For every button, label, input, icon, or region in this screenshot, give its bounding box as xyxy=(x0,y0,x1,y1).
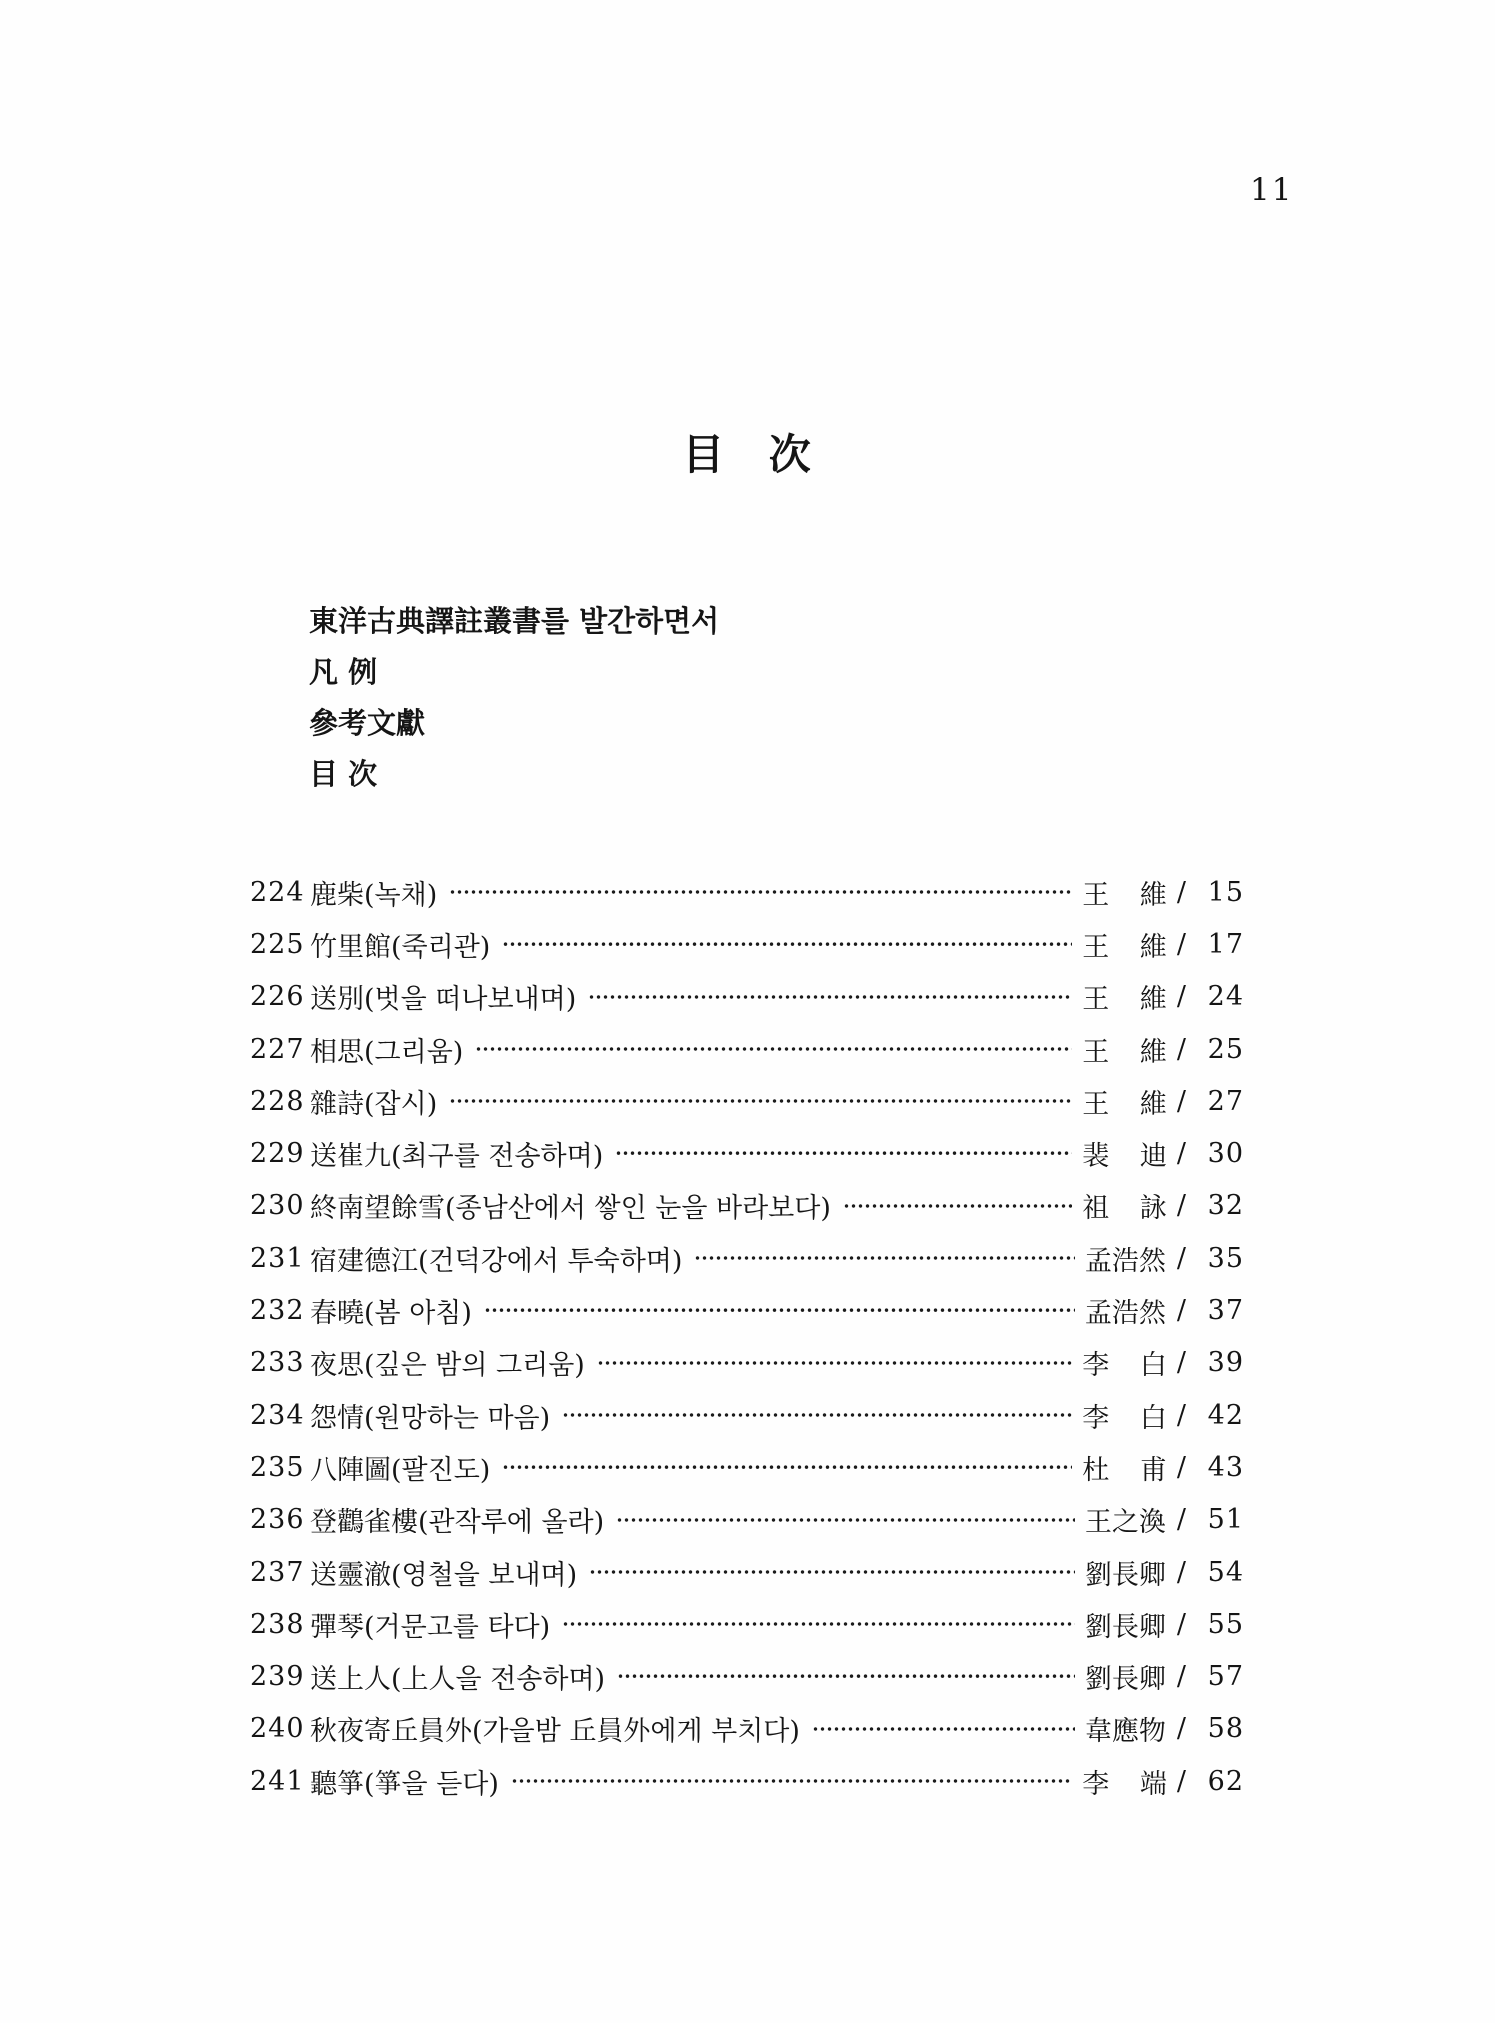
entry-title: 秋夜寄丘員外(가을밤 丘員外에게 부치다) xyxy=(310,1716,800,1748)
entry-title: 聽箏(箏을 듣다) xyxy=(310,1768,499,1800)
entry-page: 17 xyxy=(1207,928,1244,960)
toc-entry xyxy=(250,1127,1244,1179)
entry-page: 51 xyxy=(1207,1504,1244,1536)
toc-entry xyxy=(250,1337,1244,1389)
entry-number: 225 xyxy=(250,928,305,960)
toc-entry xyxy=(250,1023,1244,1075)
entry-page: 62 xyxy=(1207,1765,1244,1797)
entry-author: 李 端 xyxy=(1082,1768,1167,1800)
entry-number: 240 xyxy=(250,1713,305,1745)
toc-entry xyxy=(250,918,1244,970)
entry-author: 王 維 xyxy=(1082,879,1167,911)
dotted-leader xyxy=(616,1494,1075,1546)
separator-slash: / xyxy=(1176,1451,1186,1483)
entry-author: 王 維 xyxy=(1082,931,1167,963)
entry-title: 相思(그리움) xyxy=(310,1036,464,1068)
dotted-leader xyxy=(597,1337,1072,1389)
entry-page: 58 xyxy=(1207,1713,1244,1745)
entry-page: 25 xyxy=(1207,1033,1244,1065)
entry-title: 登鸛雀樓(관작루에 올라) xyxy=(310,1507,605,1539)
dotted-leader xyxy=(475,1023,1072,1075)
entry-author: 王 維 xyxy=(1082,1036,1167,1068)
entry-title: 竹里館(죽리관) xyxy=(310,931,491,963)
separator-slash: / xyxy=(1176,1608,1186,1640)
page-title: 目 次 xyxy=(682,430,813,479)
entry-number: 235 xyxy=(250,1451,305,1483)
entry-title: 終南望餘雪(종남산에서 쌓인 눈을 바라보다) xyxy=(310,1193,831,1225)
toc-list xyxy=(250,866,1244,1807)
entry-author: 韋應物 xyxy=(1084,1716,1166,1748)
toc-entry xyxy=(250,1494,1244,1546)
entry-page: 35 xyxy=(1207,1242,1244,1274)
dotted-leader xyxy=(694,1232,1075,1284)
front-matter-item: 目 次 xyxy=(309,757,378,791)
entry-title: 送崔九(최구를 전송하며) xyxy=(310,1141,604,1173)
entry-author: 李 白 xyxy=(1082,1402,1167,1434)
page-number: 11 xyxy=(1250,172,1294,208)
entry-page: 57 xyxy=(1207,1661,1244,1693)
dotted-leader xyxy=(589,1546,1075,1598)
entry-title: 送靈澈(영철을 보내며) xyxy=(310,1559,578,1591)
entry-page: 39 xyxy=(1207,1347,1244,1379)
entry-author: 孟浩然 xyxy=(1084,1298,1166,1330)
dotted-leader xyxy=(615,1127,1072,1179)
entry-title: 雜詩(잡시) xyxy=(310,1088,438,1120)
dotted-leader xyxy=(511,1755,1072,1807)
toc-entry xyxy=(250,1755,1244,1807)
entry-page: 54 xyxy=(1207,1556,1244,1588)
toc-entry xyxy=(250,1441,1244,1493)
entry-number: 237 xyxy=(250,1556,305,1588)
toc-entry xyxy=(250,1389,1244,1441)
dotted-leader xyxy=(617,1650,1075,1702)
entry-number: 227 xyxy=(250,1033,305,1065)
entry-author: 劉長卿 xyxy=(1084,1664,1166,1696)
entry-number: 241 xyxy=(250,1765,305,1797)
entry-number: 228 xyxy=(250,1085,305,1117)
toc-entry xyxy=(250,1075,1244,1127)
separator-slash: / xyxy=(1176,876,1186,908)
separator-slash: / xyxy=(1176,1085,1186,1117)
entry-number: 226 xyxy=(250,981,305,1013)
dotted-leader xyxy=(562,1598,1075,1650)
entry-page: 37 xyxy=(1207,1295,1244,1327)
toc-entry xyxy=(250,1546,1244,1598)
separator-slash: / xyxy=(1176,1347,1186,1379)
entry-title: 怨情(원망하는 마음) xyxy=(310,1402,551,1434)
separator-slash: / xyxy=(1176,1033,1186,1065)
dotted-leader xyxy=(502,918,1072,970)
entry-number: 224 xyxy=(250,876,305,908)
toc-entry xyxy=(250,1598,1244,1650)
toc-entry xyxy=(250,1703,1244,1755)
front-matter-item: 東洋古典譯註叢書를 발간하면서 xyxy=(309,604,720,638)
entry-page: 24 xyxy=(1207,981,1244,1013)
entry-page: 32 xyxy=(1207,1190,1244,1222)
separator-slash: / xyxy=(1176,1242,1186,1274)
separator-slash: / xyxy=(1176,1295,1186,1327)
toc-entry xyxy=(250,866,1244,918)
entry-number: 236 xyxy=(250,1504,305,1536)
separator-slash: / xyxy=(1176,1661,1186,1693)
entry-author: 王之渙 xyxy=(1084,1507,1166,1539)
entry-author: 王 維 xyxy=(1082,1088,1167,1120)
entry-number: 233 xyxy=(250,1347,305,1379)
entry-author: 劉長卿 xyxy=(1084,1611,1166,1643)
dotted-leader xyxy=(484,1284,1075,1336)
toc-entry xyxy=(250,1284,1244,1336)
entry-number: 229 xyxy=(250,1138,305,1170)
entry-title: 彈琴(거문고를 타다) xyxy=(310,1611,551,1643)
entry-title: 春曉(봄 아침) xyxy=(310,1298,472,1330)
entry-author: 裴 迪 xyxy=(1082,1141,1167,1173)
entry-author: 杜 甫 xyxy=(1082,1454,1167,1486)
entry-author: 王 維 xyxy=(1082,984,1167,1016)
dotted-leader xyxy=(449,866,1072,918)
dotted-leader xyxy=(843,1180,1072,1232)
dotted-leader xyxy=(502,1441,1072,1493)
separator-slash: / xyxy=(1176,1190,1186,1222)
entry-author: 李 白 xyxy=(1082,1350,1167,1382)
separator-slash: / xyxy=(1176,928,1186,960)
dotted-leader xyxy=(562,1389,1072,1441)
entry-title: 八陣圖(팔진도) xyxy=(310,1454,491,1486)
entry-title: 夜思(깊은 밤의 그리움) xyxy=(310,1350,585,1382)
separator-slash: / xyxy=(1176,1556,1186,1588)
entry-title: 送上人(上人을 전송하며) xyxy=(310,1664,606,1696)
separator-slash: / xyxy=(1176,1138,1186,1170)
dotted-leader xyxy=(588,971,1072,1023)
front-matter-item: 參考文獻 xyxy=(309,706,426,740)
entry-page: 15 xyxy=(1207,876,1244,908)
front-matter-list xyxy=(309,596,719,800)
entry-title: 宿建德江(건덕강에서 투숙하며) xyxy=(310,1245,683,1277)
entry-number: 231 xyxy=(250,1242,305,1274)
entry-author: 劉長卿 xyxy=(1084,1559,1166,1591)
entry-page: 30 xyxy=(1207,1138,1244,1170)
separator-slash: / xyxy=(1176,1504,1186,1536)
entry-page: 55 xyxy=(1207,1608,1244,1640)
separator-slash: / xyxy=(1176,1713,1186,1745)
entry-page: 27 xyxy=(1207,1085,1244,1117)
entry-title: 鹿柴(녹채) xyxy=(310,879,438,911)
entry-page: 43 xyxy=(1207,1451,1244,1483)
entry-number: 239 xyxy=(250,1661,305,1693)
entry-number: 230 xyxy=(250,1190,305,1222)
toc-entry xyxy=(250,1180,1244,1232)
toc-entry xyxy=(250,1232,1244,1284)
separator-slash: / xyxy=(1176,1765,1186,1797)
front-matter-item: 凡 例 xyxy=(309,655,378,689)
entry-author: 孟浩然 xyxy=(1084,1245,1166,1277)
entry-number: 238 xyxy=(250,1608,305,1640)
separator-slash: / xyxy=(1176,1399,1186,1431)
entry-page: 42 xyxy=(1207,1399,1244,1431)
dotted-leader xyxy=(812,1703,1075,1755)
entry-title: 送別(벗을 떠나보내며) xyxy=(310,984,577,1016)
toc-entry xyxy=(250,1650,1244,1702)
dotted-leader xyxy=(449,1075,1072,1127)
toc-entry xyxy=(250,971,1244,1023)
separator-slash: / xyxy=(1176,981,1186,1013)
entry-number: 234 xyxy=(250,1399,305,1431)
entry-author: 祖 詠 xyxy=(1082,1193,1167,1225)
entry-number: 232 xyxy=(250,1295,305,1327)
